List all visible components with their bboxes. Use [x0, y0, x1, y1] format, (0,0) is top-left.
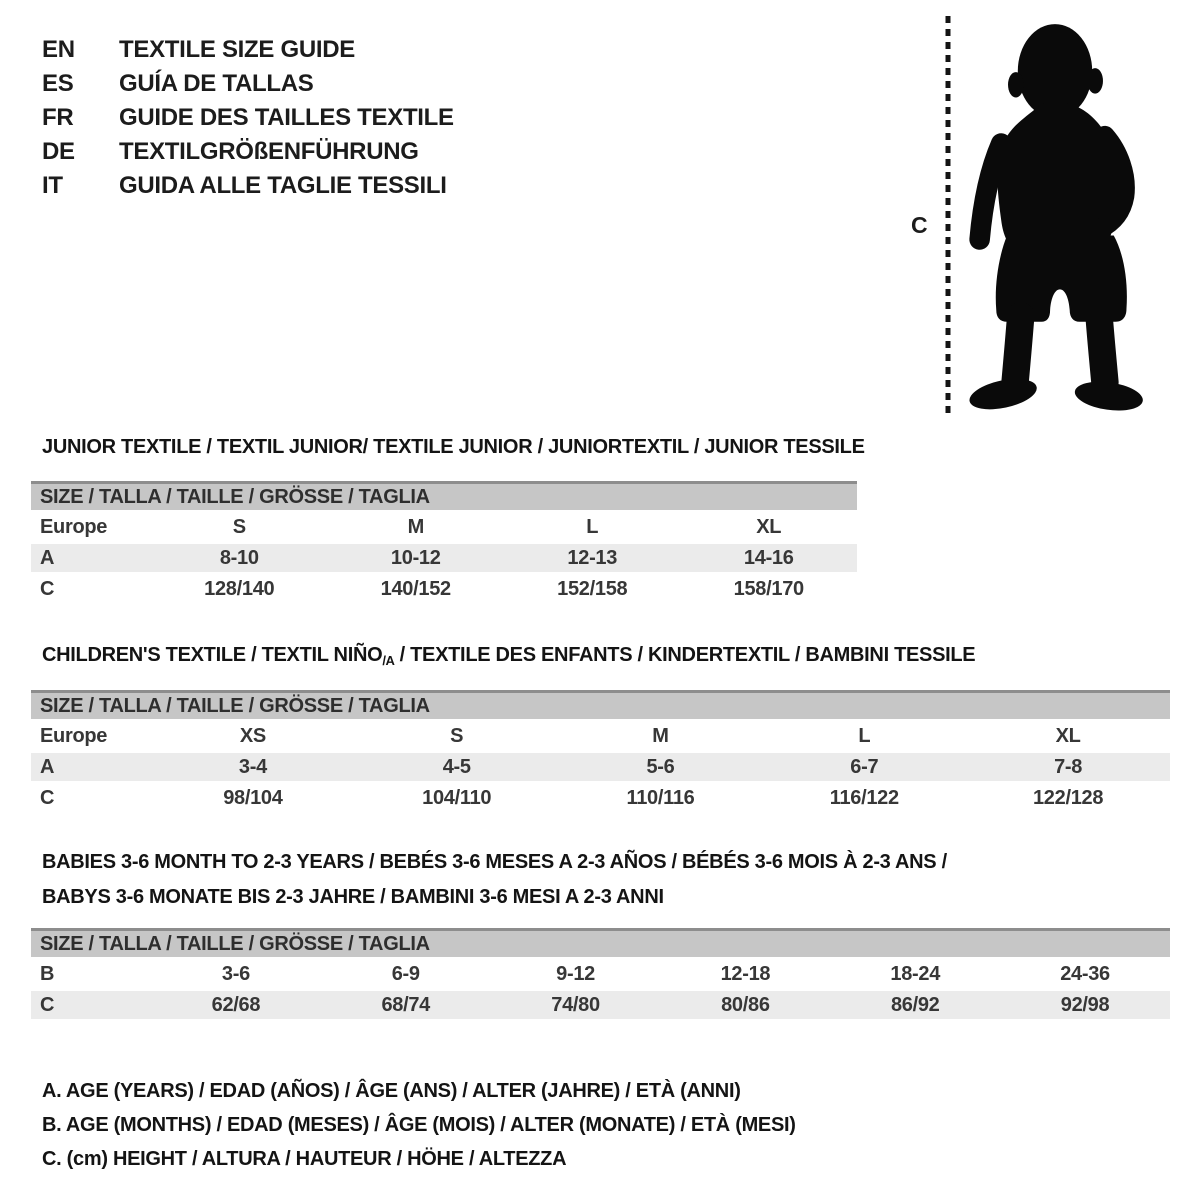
lang-row-en	[42, 33, 454, 67]
table-row-c	[31, 575, 857, 603]
lang-title: TEXTILE SIZE GUIDE	[119, 36, 355, 63]
column-header: M	[652, 724, 669, 747]
lang-code: EN	[42, 36, 75, 63]
cell: 80/86	[721, 993, 770, 1016]
toddler-silhouette-icon	[962, 10, 1148, 425]
column-header: XL	[756, 515, 782, 538]
section-title-children	[42, 644, 975, 668]
cell: 3-6	[221, 962, 250, 985]
column-header: S	[450, 724, 464, 747]
cell: 18-24	[890, 962, 941, 985]
column-header: S	[232, 515, 246, 538]
lang-title: GUÍA DE TALLAS	[119, 70, 314, 97]
column-header: L	[586, 515, 599, 538]
cell: 92/98	[1060, 993, 1110, 1016]
junior-table	[31, 481, 857, 603]
cell: 110/116	[626, 786, 695, 809]
cell: 14-16	[743, 546, 794, 569]
cell: 158/170	[733, 577, 804, 600]
lang-code: DE	[42, 138, 75, 165]
table-row-c	[31, 784, 1170, 812]
children-table	[31, 690, 1170, 812]
row-label: B	[40, 962, 55, 985]
note-b: B. AGE (MONTHS) / EDAD (MESES) / ÂGE (MOIS) / ALTER (MONATE) / ETÀ (MESI)	[42, 1113, 796, 1136]
section-title-junior: JUNIOR TEXTILE / TEXTIL JUNIOR/ TEXTILE JUNIOR / JUNIORTEXTIL / JUNIOR TESSILE	[42, 436, 865, 458]
cell: 6-9	[391, 962, 420, 985]
cell: 24-36	[1060, 962, 1110, 985]
lang-row-fr	[42, 101, 454, 135]
lang-row-it	[42, 169, 454, 203]
cell: 9-12	[556, 962, 595, 985]
cell: 7-8	[1054, 755, 1083, 778]
row-label: C	[40, 577, 55, 600]
cell: 3-4	[238, 755, 267, 778]
cell: 74/80	[551, 993, 600, 1016]
lang-title: GUIDA ALLE TAGLIE TESSILI	[119, 172, 447, 199]
cell: 98/104	[223, 786, 283, 809]
cell: 128/140	[204, 577, 275, 600]
row-label: C	[40, 993, 55, 1016]
size-header-bar: SIZE / TALLA / TAILLE / GRÖSSE / TAGLIA	[31, 690, 1170, 719]
title-subscript: /A	[382, 653, 395, 668]
column-header: XS	[239, 724, 266, 747]
lang-title: GUIDE DES TAILLES TEXTILE	[119, 104, 454, 131]
column-header: XL	[1055, 724, 1081, 747]
note-a: A. AGE (YEARS) / EDAD (AÑOS) / ÂGE (ANS) / ALTER (JAHRE) / ETÀ (ANNI)	[42, 1079, 741, 1102]
section-title-babies-line1: BABIES 3-6 MONTH TO 2-3 YEARS / BEBÉS 3-6 MESES A 2-3 AÑOS / BÉBÉS 3-6 MOIS À 2-3 ANS /	[42, 851, 947, 873]
lang-code: IT	[42, 172, 63, 199]
cell: 152/158	[557, 577, 628, 600]
lang-title: TEXTILGRÖßENFÜHRUNG	[119, 138, 419, 165]
title-text: / TEXTILE DES ENFANTS / KINDERTEXTIL / BAMBINI TESSILE	[394, 644, 976, 666]
cell: 68/74	[381, 993, 431, 1016]
cell: 4-5	[442, 755, 471, 778]
cell: 116/122	[829, 786, 899, 809]
size-header-bar: SIZE / TALLA / TAILLE / GRÖSSE / TAGLIA	[31, 928, 1170, 957]
lang-row-de	[42, 135, 454, 169]
cell: 12-13	[567, 546, 618, 569]
cell: 140/152	[380, 577, 451, 600]
row-label: C	[40, 786, 55, 809]
note-c: C. (cm) HEIGHT / ALTURA / HAUTEUR / HÖHE / ALTEZZA	[42, 1147, 567, 1170]
column-header-label: Europe	[40, 515, 108, 538]
table-row-a	[31, 753, 1170, 781]
height-measure-line	[945, 16, 951, 418]
lang-code: FR	[42, 104, 74, 131]
cell: 5-6	[646, 755, 675, 778]
language-title-list	[42, 33, 454, 203]
table-row-a	[31, 544, 857, 572]
column-header-label: Europe	[40, 724, 108, 747]
cell: 122/128	[1032, 786, 1104, 809]
table-row-b	[31, 960, 1170, 988]
footnotes	[42, 1074, 796, 1176]
title-text: CHILDREN'S TEXTILE / TEXTIL NIÑO	[42, 644, 383, 666]
cell: 6-7	[850, 755, 879, 778]
table-column-header-row	[31, 513, 857, 541]
cell: 104/110	[422, 786, 492, 809]
lang-row-es	[42, 67, 454, 101]
cell: 12-18	[720, 962, 771, 985]
size-header-bar: SIZE / TALLA / TAILLE / GRÖSSE / TAGLIA	[31, 481, 857, 510]
cell: 8-10	[219, 546, 259, 569]
column-header: L	[858, 724, 871, 747]
babies-table	[31, 928, 1170, 1019]
row-label: A	[40, 546, 55, 569]
lang-code: ES	[42, 70, 74, 97]
cell: 10-12	[390, 546, 441, 569]
table-column-header-row	[31, 722, 1170, 750]
cell: 62/68	[211, 993, 261, 1016]
table-row-c	[31, 991, 1170, 1019]
row-label: A	[40, 755, 55, 778]
section-title-babies-line2: BABYS 3-6 MONATE BIS 2-3 JAHRE / BAMBINI 3-6 MESI A 2-3 ANNI	[42, 886, 664, 908]
cell: 86/92	[890, 993, 940, 1016]
column-header: M	[407, 515, 424, 538]
measure-label-c: C	[911, 212, 928, 238]
